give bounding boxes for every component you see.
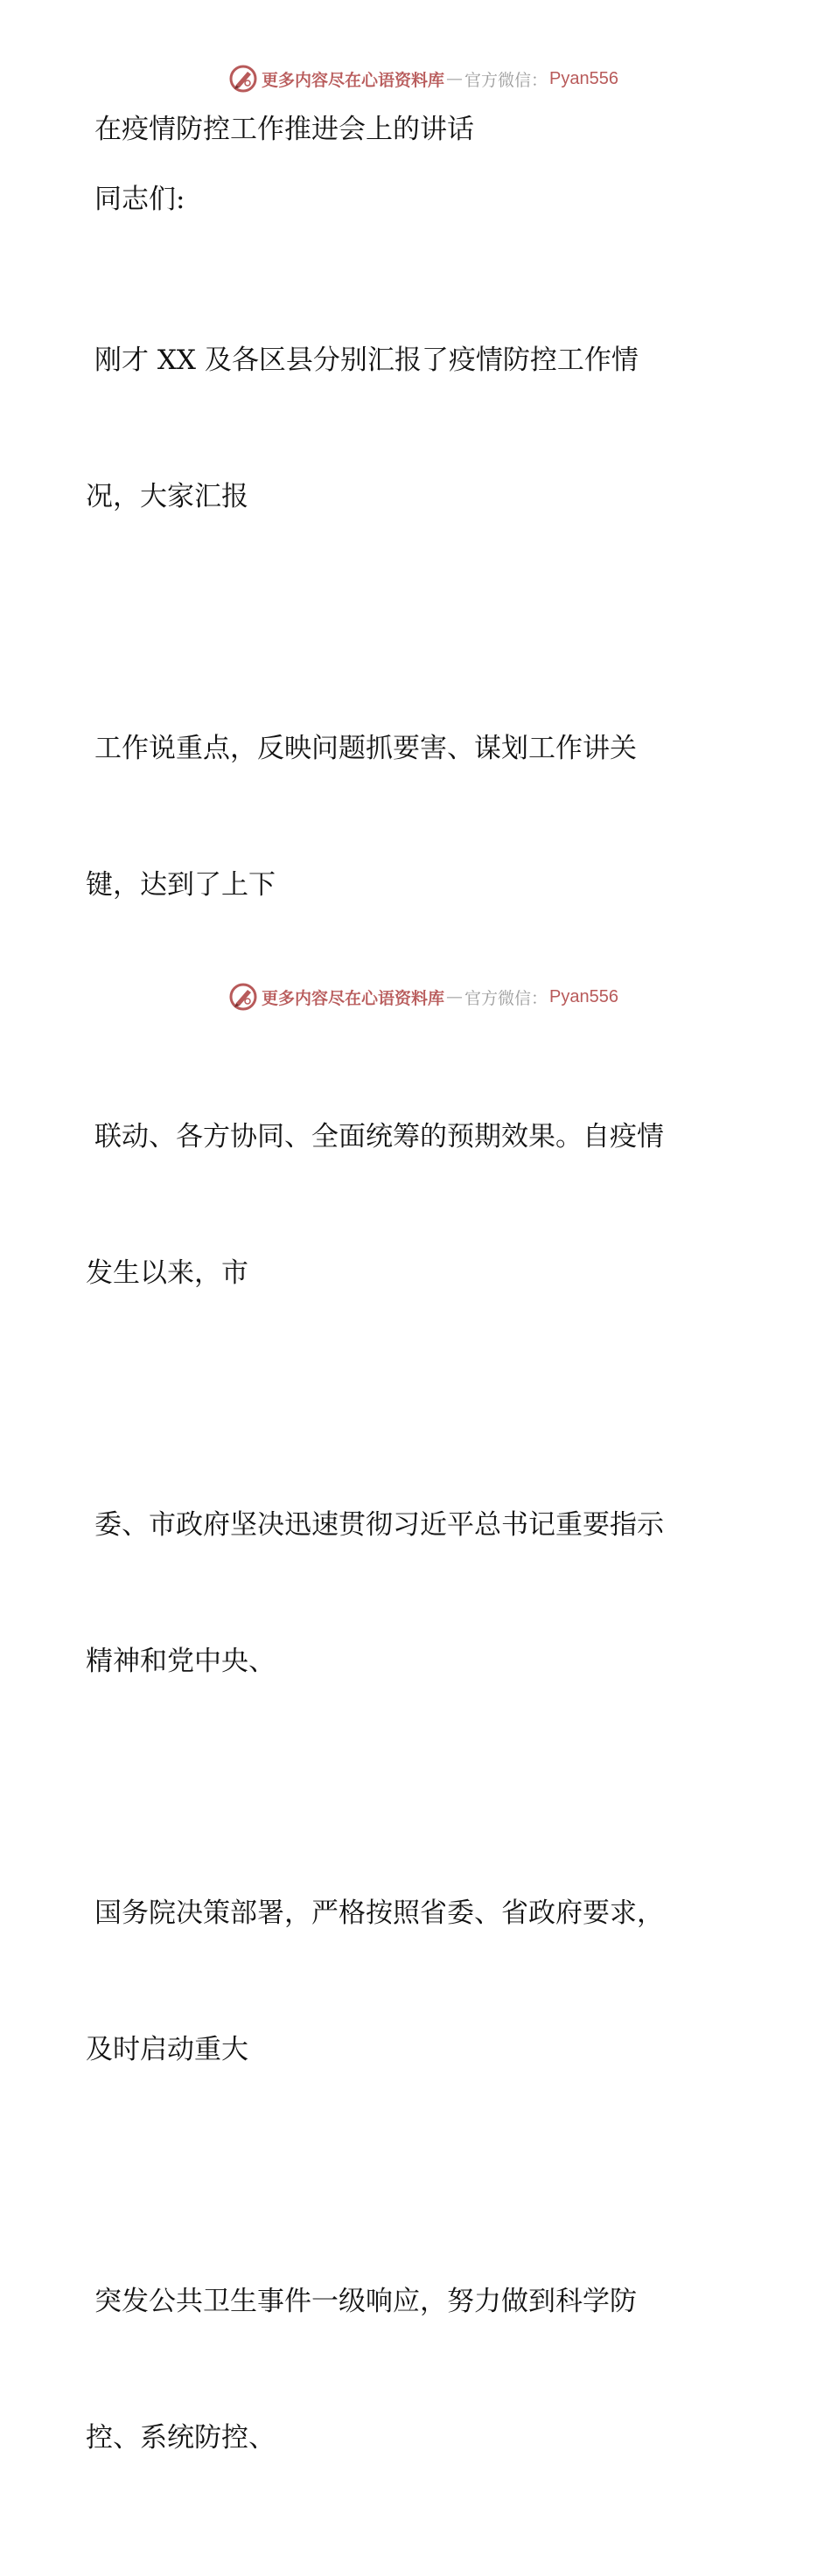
paragraph bbox=[86, 1800, 733, 2163]
paragraph-line: 控、系统防控、 bbox=[86, 2422, 276, 2454]
paragraph bbox=[86, 635, 733, 999]
banner-separator: — bbox=[446, 987, 464, 1006]
paragraph-line: 委、市政府坚决迅速贯彻习近平总书记重要指示 bbox=[94, 1509, 664, 1541]
paragraph-line: 突发公共卫生事件一级响应，努力做到科学防 bbox=[94, 2286, 637, 2317]
document-body bbox=[86, 107, 733, 2576]
paragraph-line: 及时启动重大 bbox=[86, 2034, 248, 2065]
banner-wechat-id: Pyan556 bbox=[549, 986, 618, 1006]
document-title: 在疫情防控工作推进会上的讲话 bbox=[94, 114, 474, 145]
paragraph-line: 国务院决策部署，严格按照省委、省政府要求， bbox=[94, 1897, 664, 1929]
pen-logo-icon bbox=[228, 64, 258, 94]
paragraph-line: 工作说重点，反映问题抓要害、谋划工作讲关 bbox=[94, 733, 637, 764]
paragraph-line: 发生以来，市 bbox=[86, 1257, 248, 1289]
paragraph bbox=[86, 247, 733, 610]
banner-wechat-label: 官方微信： bbox=[464, 988, 548, 1008]
paragraph-line: 键，达到了上下 bbox=[86, 869, 276, 901]
salutation: 同志们: bbox=[94, 184, 185, 215]
paragraph-line: 联动、各方协同、全面统筹的预期效果。自疫情 bbox=[94, 1121, 664, 1152]
paragraph bbox=[86, 1023, 733, 1387]
paragraph bbox=[86, 2188, 733, 2552]
paragraph bbox=[86, 1411, 733, 1775]
header-banner bbox=[0, 61, 831, 96]
banner-text: 更多内容尽在心语资料库 bbox=[262, 988, 445, 1008]
paragraph-line: 精神和党中央、 bbox=[86, 1646, 276, 1677]
banner-wechat-label: 官方微信： bbox=[464, 70, 548, 90]
banner-inner bbox=[228, 64, 618, 94]
pen-logo-icon bbox=[228, 982, 258, 1012]
paragraph-line: 况，大家汇报 bbox=[86, 481, 248, 512]
banner-text: 更多内容尽在心语资料库 bbox=[262, 70, 445, 90]
footer-banner bbox=[0, 979, 831, 1014]
paragraph-line: 刚才 XX 及各区县分别汇报了疫情防控工作情 bbox=[94, 345, 639, 376]
banner-wechat-id: Pyan556 bbox=[549, 68, 618, 88]
banner-inner bbox=[228, 982, 618, 1012]
banner-separator: — bbox=[446, 69, 464, 88]
